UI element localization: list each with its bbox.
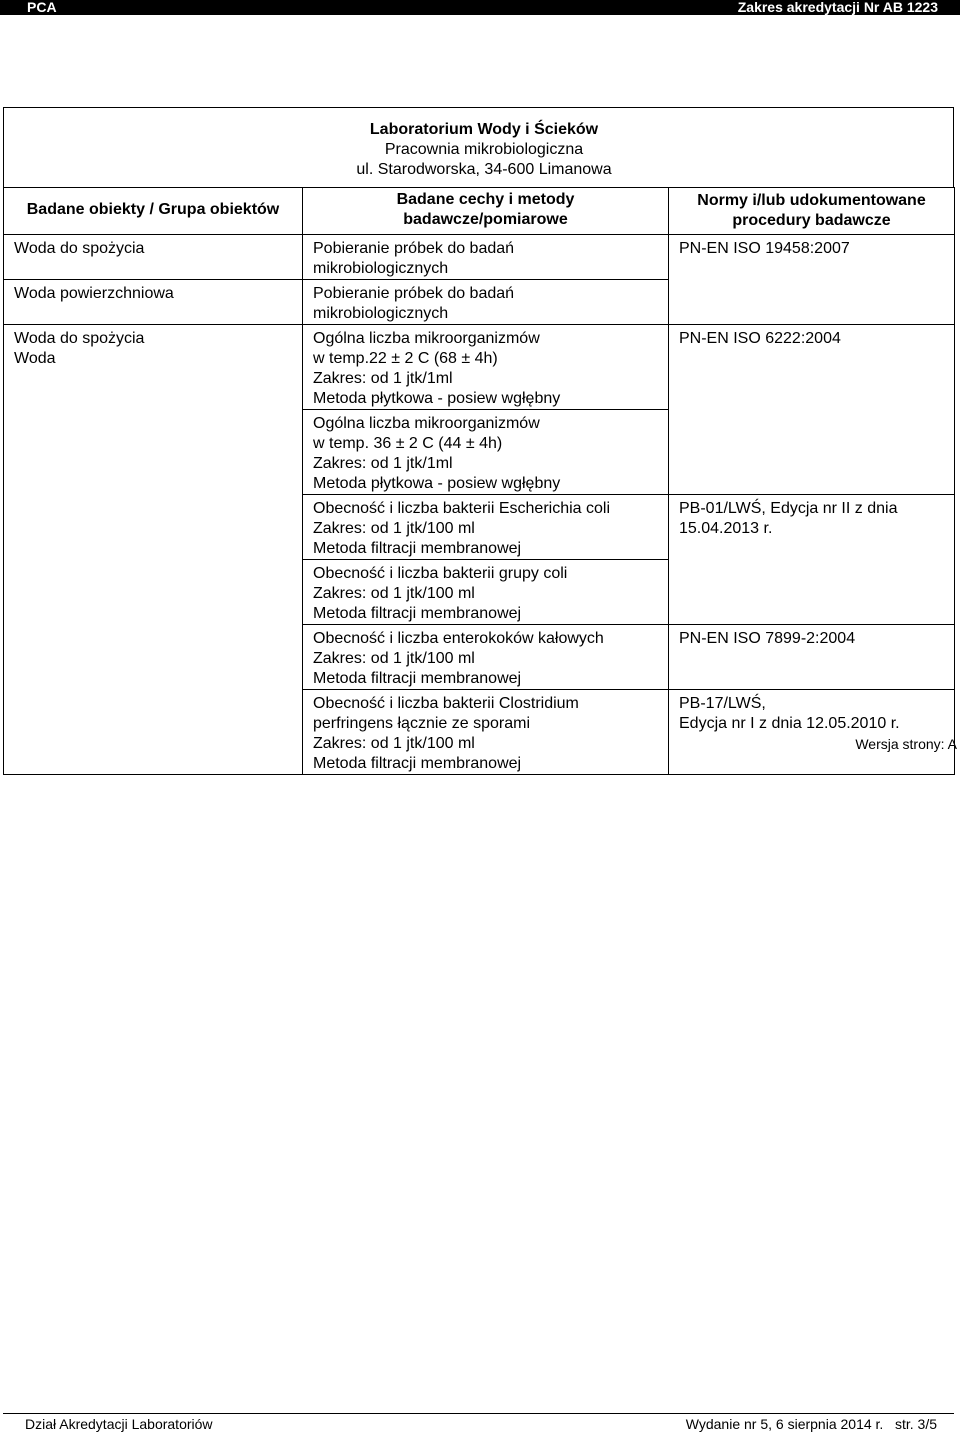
norm-cell: PN-EN ISO 7899-2:2004 (669, 625, 955, 690)
norm-cell: PN-EN ISO 6222:2004 (669, 325, 955, 495)
norm-cell: PB-01/LWŚ, Edycja nr II z dnia 15.04.2013 r. (669, 495, 955, 625)
table-header-row (4, 188, 955, 235)
laboratory-unit: Pracownia mikrobiologiczna (384, 141, 584, 158)
test-item: Ogólna liczba mikroorganizmów w temp.22 ± 2 C (68 ± 4h) Zakres: od 1 jtk/1ml Metoda płytkowa - posiew wgłębny (303, 325, 669, 410)
document-header-bar (0, 0, 960, 15)
test-item: Obecność i liczba bakterii Escherichia coli Zakres: od 1 jtk/100 ml Metoda filtracji membranowej (303, 495, 669, 560)
accreditation-table (3, 187, 955, 775)
test-item: Obecność i liczba enterokoków kałowych Zakres: od 1 jtk/100 ml Metoda filtracji membranowej (303, 625, 669, 690)
row-features: Pobieranie próbek do badań mikrobiologicznych (303, 280, 669, 325)
norm-cell: PB-17/LWŚ, Edycja nr I z dnia 12.05.2010 r. (669, 690, 955, 775)
row-objects: Woda powierzchniowa (4, 280, 303, 325)
test-item: Obecność i liczba bakterii grupy coli Zakres: od 1 jtk/100 ml Metoda filtracji membranowej (303, 560, 669, 625)
footer-department: Dział Akredytacji Laboratoriów (25, 1416, 213, 1432)
document-footer (3, 1413, 954, 1432)
table-row (4, 325, 955, 410)
header-org: PCA (27, 0, 57, 15)
test-item: Obecność i liczba bakterii Clostridium perfringens łącznie ze sporami Zakres: od 1 jtk/100 ml Metoda filtracji membranowej (303, 690, 669, 775)
group-objects: Woda do spożycia Woda (4, 325, 303, 775)
laboratory-block (3, 107, 954, 187)
header-norms: Normy i/lub udokumentowane procedury badawcze (669, 188, 955, 235)
test-item: Ogólna liczba mikroorganizmów w temp. 36 ± 2 C (44 ± 4h) Zakres: od 1 jtk/1ml Metoda płytkowa - posiew wgłębny (303, 410, 669, 495)
table-row (4, 235, 955, 280)
header-features: Badane cechy i metody badawcze/pomiarowe (303, 188, 669, 235)
page-version: Wersja strony: A (855, 736, 957, 752)
laboratory-name: Laboratorium Wody i Ścieków (369, 121, 599, 138)
row-features: Pobieranie próbek do badań mikrobiologicznych (303, 235, 669, 280)
row-norms: PN-EN ISO 19458:2007 (669, 235, 955, 325)
header-title: Zakres akredytacji Nr AB 1223 (737, 0, 938, 15)
laboratory-address: ul. Starodworska, 34-600 Limanowa (356, 161, 612, 178)
header-objects: Badane obiekty / Grupa obiektów (4, 188, 303, 235)
row-objects: Woda do spożycia (4, 235, 303, 280)
footer-edition: Wydanie nr 5, 6 sierpnia 2014 r. str. 3/5 (685, 1416, 937, 1432)
